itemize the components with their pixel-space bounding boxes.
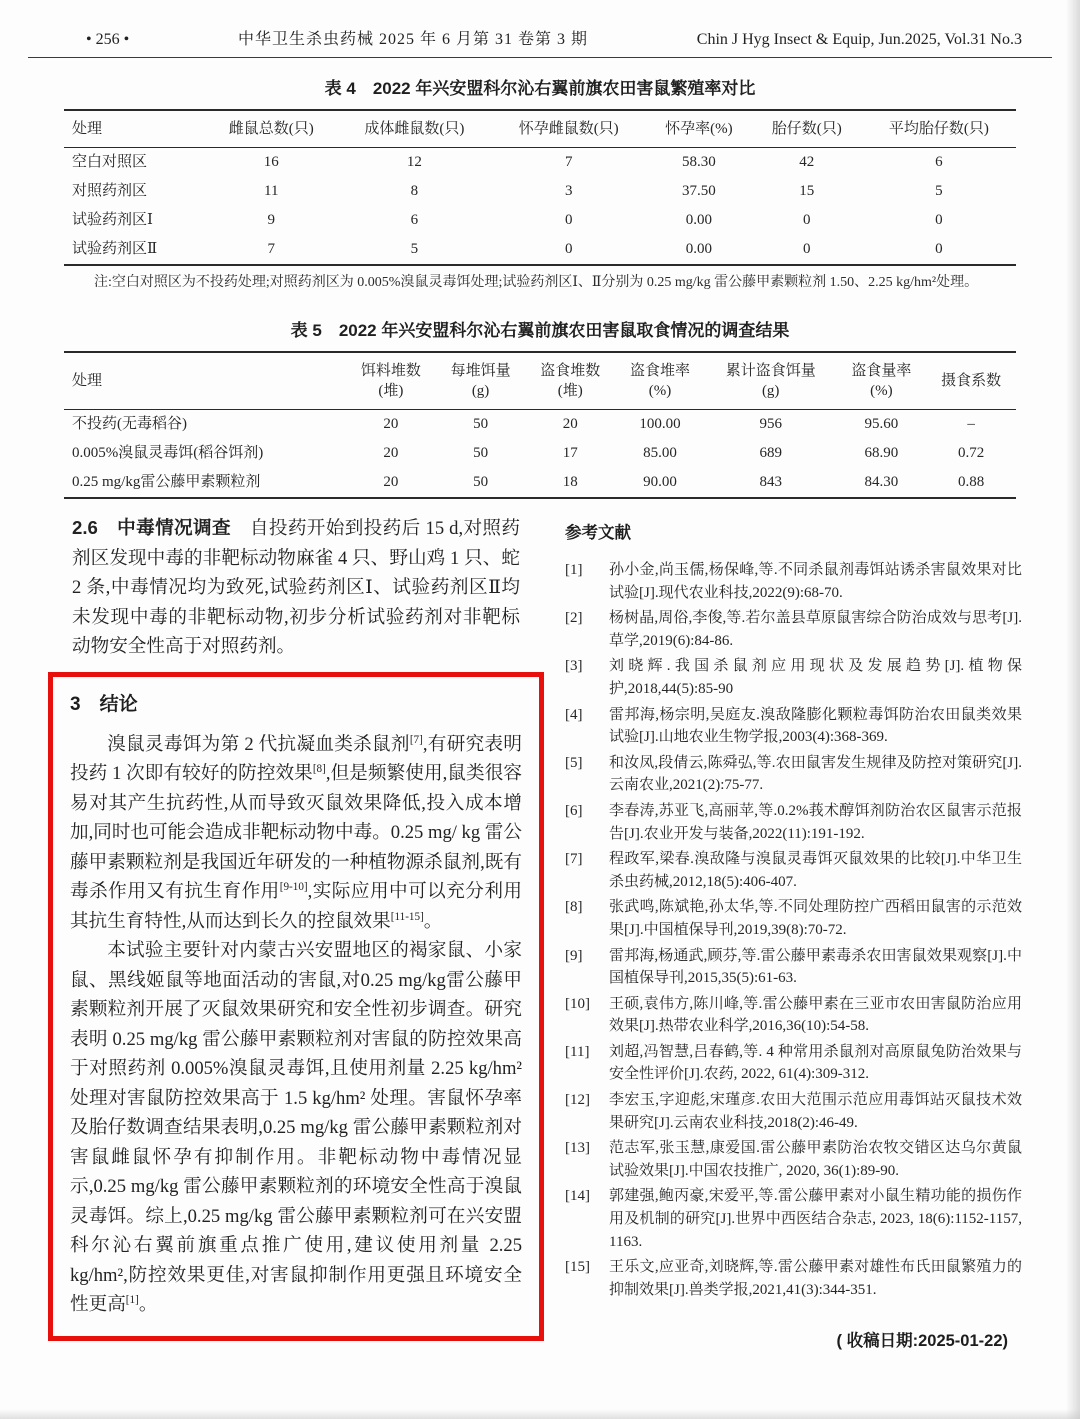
table-cell: 20 — [562, 416, 578, 432]
reference-text: 雷邦海,杨宗明,吴庭友.溴敌隆膨化颗粒毒饵防治农田鼠类效果试验[J].山地农业生物学报,2003(4):368-369. — [609, 706, 1022, 746]
table-row — [64, 148, 1016, 178]
reference-number: [13] — [565, 1140, 590, 1157]
table-header-cell: 胎仔数(只) — [771, 121, 842, 137]
page-number: • 256 • — [86, 31, 130, 48]
table-row — [64, 410, 1016, 440]
reference-number: [5] — [565, 754, 583, 771]
citation-superscript: [9-10] — [279, 880, 308, 893]
table-cell: 试验药剂区Ⅰ — [72, 212, 153, 228]
reference-number: [4] — [565, 706, 583, 723]
table-cell: 17 — [562, 445, 578, 461]
reference-text: 孙小金,尚玉儒,杨保峰,等.不同杀鼠剂毒饵站诱杀害鼠效果对比试验[J].现代农业科技,2022(9):68-70. — [609, 562, 1022, 601]
reference-number: [10] — [565, 995, 590, 1012]
table-cell: 843 — [759, 474, 782, 490]
table-cell: 956 — [759, 416, 782, 432]
table-cell: 18 — [562, 474, 578, 490]
received-date: ( 收稿日期:2025-01-22) — [836, 1332, 1008, 1351]
reference-text: 刘超,冯智慧,吕春鹤,等. 4 种常用杀鼠剂对高原鼠兔防治效果与安全性评价[J].农药, 2022, 61(4):309-312. — [609, 1043, 1022, 1083]
table-cell: 不投药(无毒稻谷) — [72, 416, 187, 432]
table-cell: 90.00 — [643, 474, 677, 490]
reference-item — [565, 704, 1022, 749]
table-cell: 5 — [935, 183, 943, 199]
table-cell: 3 — [564, 183, 573, 199]
table-header-cell: 成体雌鼠数(只) — [364, 121, 465, 137]
header-rule — [28, 57, 1052, 58]
reference-item — [565, 800, 1022, 845]
table-row — [64, 468, 1016, 498]
table-header-cell: 平均胎仔数(只) — [888, 121, 989, 137]
reference-text: 王硕,袁伟方,陈川峰,等.雷公藤甲素在三亚市农田害鼠防治应用效果[J].热带农业科学,2016,36(10):54-58. — [609, 995, 1022, 1035]
reference-number: [3] — [565, 658, 583, 675]
reference-number: [9] — [565, 947, 583, 964]
conclusion-highlight-box — [48, 672, 544, 1341]
table4-title: 表 4 2022 年兴安盟科尔沁右翼前旗农田害鼠繁殖率对比 — [324, 79, 756, 98]
reference-number: [11] — [565, 1043, 590, 1060]
two-column-body — [0, 499, 1080, 1351]
reference-text: 雷邦海,杨通武,顾芬,等.雷公藤甲素毒杀农田害鼠效果观察[J].中国植保导刊,2015,35(5):61-63. — [609, 947, 1022, 987]
table-cell: 0.005%溴鼠灵毒饵(稻谷饵剂) — [72, 445, 264, 461]
citation-superscript: [7] — [409, 733, 423, 746]
table-header-cell: 盗食堆率 (%) — [629, 363, 690, 399]
reference-number: [1] — [565, 562, 583, 578]
reference-item — [565, 945, 1022, 990]
section-2-6-text: 自投药开始到投药后 15 d,对照药剂区发现中毒的非靶标动物麻雀 4 只、野山鸡 1 只、蛇 2 条,中毒情况均为致死,试验药剂区Ⅰ、试验药剂区Ⅱ均未发现中毒的非靶标动物,初步分析试验药剂对非靶标动物安全性高于对照药剂。 — [72, 518, 520, 657]
table5-title: 表 5 2022 年兴安盟科尔沁右翼前旗农田害鼠取食情况的调查结果 — [290, 321, 790, 340]
conclusion-heading: 3 结论 — [70, 693, 138, 715]
table-cell: 0 — [935, 241, 943, 257]
reference-text: 张武鸣,陈斌艳,孙太华,等.不同处理防控广西稻田鼠害的示范效果[J].中国植保导刊,2019,39(8):70-72. — [609, 899, 1022, 938]
table-header-cell: 处理 — [72, 373, 103, 389]
table-cell: 8 — [410, 183, 419, 199]
citation-superscript: [1] — [125, 1293, 139, 1306]
table-row — [64, 206, 1016, 235]
reference-number: [14] — [565, 1188, 590, 1205]
journal-title-cn: 中华卫生杀虫药械 2025 年 6 月第 31 卷第 3 期 — [237, 31, 588, 48]
reference-text: 刘晓辉.我国杀鼠剂应用现状及发展趋势[J].植物保护,2018,44(5):85-90 — [609, 658, 1022, 697]
table-cell: 20 — [383, 445, 399, 461]
table-cell: 0.00 — [685, 241, 712, 257]
table-cell: 0 — [564, 241, 573, 257]
reference-text: 范志军,张玉慧,康爱国.雷公藤甲素防治农牧交错区达乌尔黄鼠试验效果[J].中国农技推广, 2020, 36(1):89-90. — [609, 1140, 1022, 1179]
reference-number: [15] — [565, 1259, 590, 1276]
citation-superscript: [8] — [312, 762, 326, 775]
table-cell: 7 — [564, 154, 573, 170]
reference-text: 李宏玉,字迎彪,宋瑾彦.农田大范围示范应用毒饵站灭鼠技术效果研究[J].云南农业科技,2018(2):46-49. — [609, 1092, 1022, 1131]
table-cell: 0 — [935, 212, 943, 228]
reference-item — [565, 1256, 1022, 1301]
table5-feeding-survey — [64, 351, 1016, 499]
table-cell: 11 — [264, 183, 279, 199]
table-cell: 0.00 — [685, 212, 712, 228]
reference-item — [565, 559, 1022, 604]
scan-edge-bottom — [0, 1409, 1080, 1419]
table-cell: 6 — [935, 154, 943, 170]
table-header-cell: 饵料堆数 (堆) — [360, 363, 421, 399]
table-header-cell: 摄食系数 — [941, 373, 1002, 389]
table-cell: – — [967, 416, 975, 432]
table-cell: 50 — [473, 474, 489, 490]
reference-item — [565, 1185, 1022, 1253]
table-cell: 0.25 mg/kg雷公藤甲素颗粒剂 — [72, 474, 261, 490]
table-cell: 84.30 — [864, 474, 899, 490]
table-cell: 37.50 — [681, 183, 716, 199]
table-cell: 95.60 — [864, 416, 899, 432]
reference-text: 和汝凤,段倩云,陈舜弘,等.农田鼠害发生规律及防控对策研究[J].云南农业,2021(2):75-77. — [609, 754, 1022, 794]
reference-number: [12] — [565, 1092, 590, 1109]
table-cell: 15 — [799, 183, 815, 199]
table-cell: 5 — [410, 241, 419, 257]
table4-note: 注:空白对照区为不投药处理;对照药剂区为 0.005%溴鼠灵毒饵处理;试验药剂区Ⅰ、Ⅱ分别为 0.25 mg/kg 雷公藤甲素颗粒剂 1.50、2.25 kg/hm²处理。 — [94, 275, 979, 290]
table-row — [64, 439, 1016, 468]
reference-item — [565, 993, 1022, 1038]
table-cell: 0 — [803, 241, 811, 257]
reference-text: 程政军,梁春.溴敌隆与溴鼠灵毒饵灭鼠效果的比较[J].中华卫生杀虫药械,2012,18(5):406-407. — [609, 851, 1022, 890]
table-cell: 689 — [759, 445, 782, 461]
table-header-cell: 怀孕雌鼠数(只) — [518, 121, 619, 137]
reference-item — [565, 752, 1022, 797]
table-cell: 0 — [803, 212, 811, 228]
table-row — [64, 177, 1016, 206]
reference-item — [565, 655, 1022, 700]
reference-text: 杨树晶,周俗,李俊,等.若尔盖县草原鼠害综合防治成效与思考[J].草学,2019(6):84-86. — [609, 610, 1022, 649]
table-cell: 12 — [406, 154, 422, 170]
table-header-cell: 盗食量率 (%) — [851, 363, 912, 399]
table-header-cell: 怀孕率(%) — [665, 121, 733, 137]
reference-item — [565, 607, 1022, 652]
table-cell: 20 — [383, 474, 399, 490]
reference-number: [8] — [565, 899, 583, 916]
table-cell: 50 — [473, 416, 489, 432]
reference-item — [565, 1041, 1022, 1086]
table-cell: 42 — [799, 154, 815, 170]
section-2-6-paragraph — [72, 513, 520, 662]
table-cell: 空白对照区 — [72, 154, 148, 170]
table-cell: 58.30 — [681, 154, 716, 170]
section-2-6-heading: 2.6 中毒情况调查 — [72, 517, 231, 538]
reference-text: 李春涛,苏亚飞,高丽苹,等.0.2%莪术醇饵剂防治农区鼠害示范报告[J].农业开发与装备,2022(11):191-192. — [609, 802, 1022, 842]
reference-item — [565, 1137, 1022, 1182]
table-header-cell: 每堆饵量 (g) — [450, 363, 511, 399]
table-cell: 6 — [410, 212, 419, 228]
table-header-cell: 盗食堆数 (堆) — [540, 363, 601, 399]
reference-number: [7] — [565, 851, 583, 868]
table-cell: 50 — [473, 445, 489, 461]
reference-item — [565, 1089, 1022, 1134]
table-cell: 85.00 — [643, 445, 677, 461]
table-cell: 20 — [383, 416, 399, 432]
journal-title-en: Chin J Hyg Insect & Equip, Jun.2025, Vol.31 No.3 — [696, 31, 1022, 48]
reference-item — [565, 848, 1022, 893]
reference-number: [2] — [565, 610, 583, 627]
table-header-cell: 处理 — [72, 121, 103, 137]
table-cell: 0.72 — [958, 445, 985, 461]
page-header — [0, 0, 1080, 55]
table-cell: 7 — [267, 241, 275, 257]
table-cell: 68.90 — [864, 445, 899, 461]
table-header-cell: 雌鼠总数(只) — [228, 121, 314, 137]
table-cell: 100.00 — [639, 416, 681, 432]
conclusion-paragraph: 溴鼠灵毒饵为第 2 代抗凝血类杀鼠剂[7],有研究表明投药 1 次即有较好的防控效果[8],但是频繁使用,鼠类很容易对其产生抗药性,从而导致灭鼠效果降低,投入成本增加,同时也可能会造成非靶标动物中毒。0.25 mg/ kg 雷公藤甲素颗粒剂是我国近年研发的一种植物源杀鼠剂,既有毒杀作用又有抗生育作用[9-10],实际应用中可以充分利用其抗生育特性,从而达到长久的控鼠效果[11-15]。 — [70, 733, 522, 932]
table-cell: 试验药剂区Ⅱ — [72, 241, 158, 257]
table-cell: 0.88 — [958, 474, 985, 490]
tables-area — [0, 74, 1080, 499]
scan-edge-right — [1066, 0, 1080, 1419]
table-cell: 9 — [267, 212, 275, 228]
reference-item — [565, 896, 1022, 941]
reference-text: 郭建强,鲍丙豪,宋爱平,等.雷公藤甲素对小鼠生精功能的损伤作用及机制的研究[J].世界中西医结合杂志, 2023, 18(6):1152-1157, 1163. — [609, 1188, 1022, 1250]
right-column — [565, 513, 1022, 1351]
references-heading: 参考文献 — [565, 524, 631, 542]
reference-text: 王乐文,应亚奇,刘晓辉,等.雷公藤甲素对雄性布氏田鼠繁殖力的抑制效果[J].兽类学报,2021,41(3):344-351. — [609, 1259, 1022, 1298]
reference-number: [6] — [565, 802, 583, 819]
conclusion-paragraph: 本试验主要针对内蒙古兴安盟地区的褐家鼠、小家鼠、黑线姬鼠等地面活动的害鼠,对0.25 mg/kg雷公藤甲素颗粒剂开展了灭鼠效果研究和安全性初步调查。研究表明 0.25 mg/kg 雷公藤甲素颗粒剂对害鼠的防控效果高于对照药剂 0.005%溴鼠灵毒饵,且使用剂量 2.25 kg/hm² 处理对害鼠防控效果高于 1.5 kg/hm² 处理。害鼠怀孕率及胎仔数调查结果表明,0.25 mg/kg 雷公藤甲素颗粒剂对害鼠雌鼠怀孕有抑制作用。非靶标动物中毒情况显示,0.25 mg/kg 雷公藤甲素颗粒剂的环境安全性高于溴鼠灵毒饵。综上,0.25 mg/kg 雷公藤甲素颗粒剂可在兴安盟科尔沁右翼前旗重点推广使用,建议使用剂量 2.25 kg/hm²,防控效果更佳,对害鼠抑制作用更强且环境安全性更高[1]。 — [70, 940, 522, 1315]
table-cell: 0 — [564, 212, 573, 228]
reference-list — [565, 559, 1022, 1301]
table-cell: 对照药剂区 — [72, 183, 148, 199]
table-row — [64, 235, 1016, 265]
table4-reproduction-rate — [64, 109, 1016, 266]
table-cell: 16 — [263, 154, 279, 170]
left-column — [72, 513, 520, 1351]
citation-superscript: [11-15] — [390, 910, 424, 923]
table-header-cell: 累计盗食饵量 (g) — [725, 363, 816, 399]
